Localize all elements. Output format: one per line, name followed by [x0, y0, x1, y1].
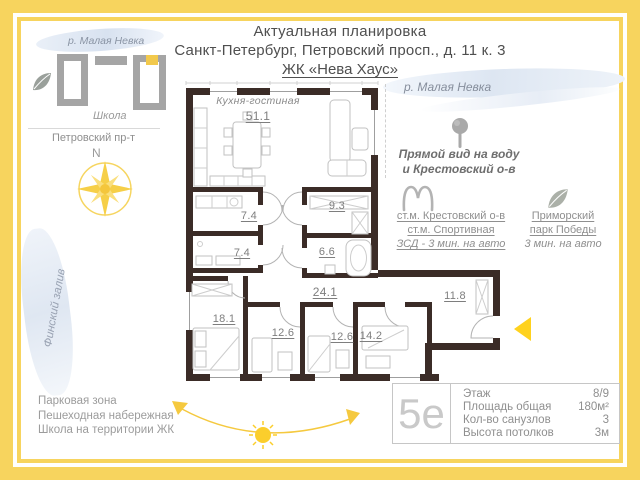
info-label: Высота потолков	[463, 427, 554, 439]
metro-line-1: ст.м. Крестовский о-в	[396, 210, 506, 222]
apartment-info-box	[392, 383, 620, 444]
info-row-ceiling	[463, 427, 609, 439]
feature-school: Школа на территории ЖК	[38, 424, 175, 436]
room-area-bedroom-4: 14.2	[359, 330, 383, 342]
info-value: 180м²	[578, 401, 609, 413]
park-line-3: 3 мин. на авто	[524, 238, 602, 250]
info-label: Кол-во санузлов	[463, 414, 551, 426]
sun-icon	[249, 421, 277, 449]
info-rows	[451, 384, 619, 443]
street-label: Петровский пр-т	[52, 132, 136, 144]
title-line-1: Актуальная планировка	[253, 23, 427, 40]
info-value: 8/9	[593, 388, 609, 400]
features-list	[38, 394, 174, 438]
room-area-bedroom-3: 12.6	[330, 331, 354, 343]
room-area-bedroom-2: 12.6	[271, 327, 295, 339]
room-area-bedroom-1: 18.1	[212, 313, 236, 325]
metro-line-2: ст.м. Спортивная	[407, 224, 495, 236]
view-line-1: Прямой вид на воду	[398, 147, 520, 161]
river-label-top-right: р. Малая Невка	[404, 80, 492, 94]
feature-park: Парковая зона	[38, 395, 117, 407]
compass-north-label: N	[92, 146, 101, 160]
info-value: 3	[602, 414, 609, 426]
sun-path-icon	[160, 395, 380, 457]
info-row-floor	[463, 388, 609, 400]
plan-code: 5е	[393, 384, 451, 443]
river-label-top-left: р. Малая Невка	[68, 35, 145, 47]
info-label: Этаж	[463, 388, 491, 400]
info-value: 3м	[594, 427, 609, 439]
room-area-bathroom-1: 7.4	[233, 247, 251, 259]
room-name-kitchen: Кухня-гостиная	[216, 95, 300, 107]
view-line-2: и Крестовский о-в	[402, 162, 516, 176]
park-line-2: парк Победы	[529, 224, 597, 236]
gulf-label: Финский залив	[42, 267, 68, 349]
school-label: Школа	[93, 110, 127, 122]
info-label: Площадь общая	[463, 401, 552, 413]
room-area-wardrobe: 9.3	[328, 200, 346, 212]
room-area-hall: 24.1	[312, 285, 338, 299]
room-area-kitchen: 51.1	[245, 109, 271, 123]
room-area-bathroom-2: 6.6	[318, 246, 336, 258]
info-row-bathrooms	[463, 414, 609, 426]
title-line-3: ЖК «Нева Хаус»	[282, 61, 398, 78]
park-line-1: Приморский	[531, 210, 595, 222]
info-row-area	[463, 401, 609, 413]
room-area-laundry: 7.4	[240, 210, 258, 222]
feature-embankment: Пешеходная набережная	[38, 409, 174, 422]
room-area-entry: 11.8	[444, 290, 466, 302]
metro-line-3: ЗСД - 3 мин. на авто	[396, 238, 506, 250]
title-line-2: Санкт-Петербург, Петровский просп., д. 11 к. 3	[174, 42, 506, 59]
